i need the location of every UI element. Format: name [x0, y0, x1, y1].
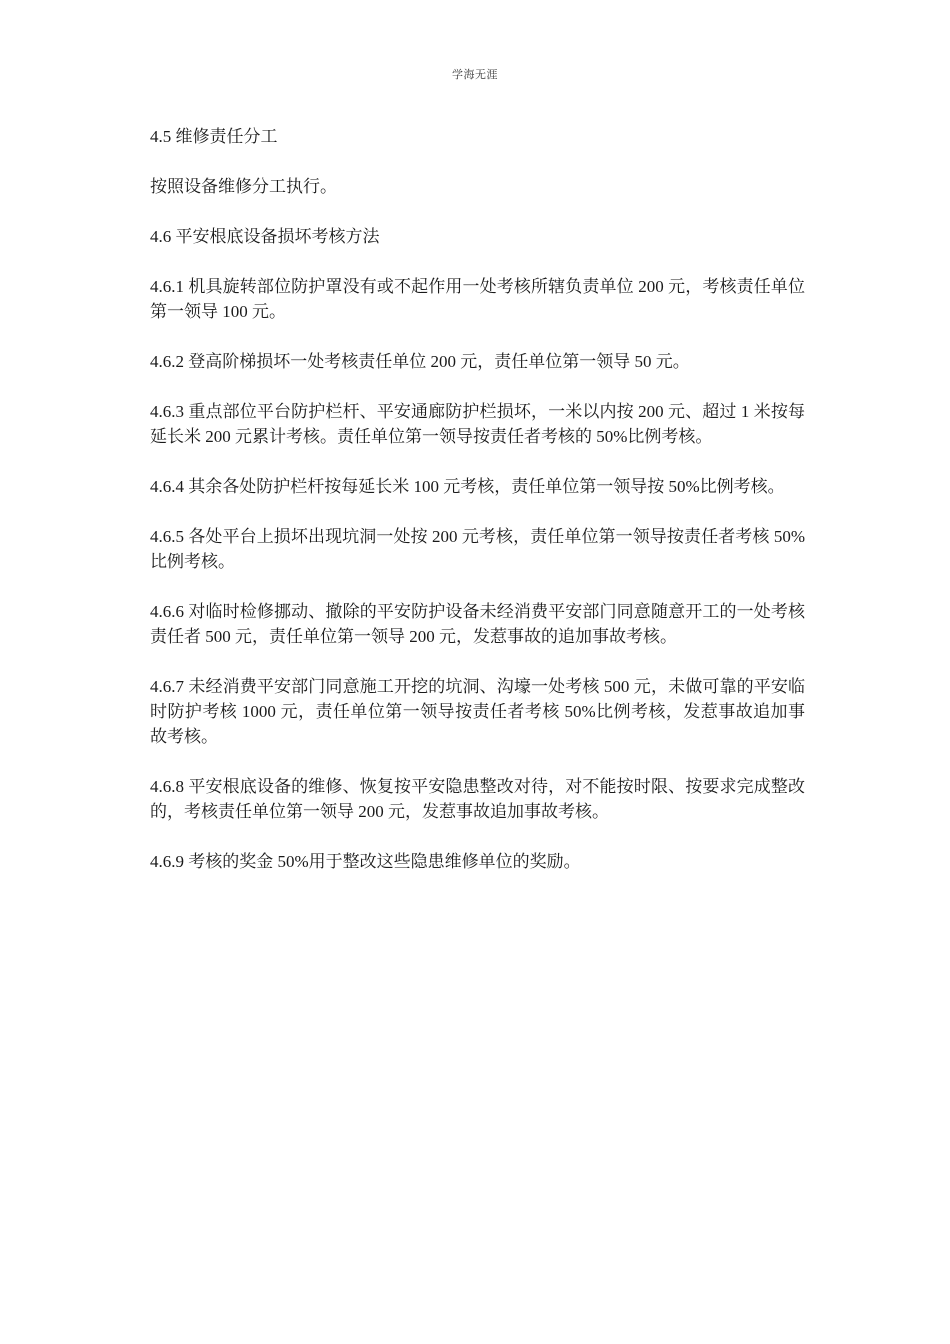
document-body	[150, 124, 805, 899]
paragraph-4-6-2: 4.6.2 登高阶梯损坏一处考核责任单位 200 元，责任单位第一领导 50 元。	[150, 352, 690, 371]
paragraph-4-6-5: 4.6.5 各处平台上损坏出现坑洞一处按 200 元考核，责任单位第一领导按责任者考核 50%比例考核。	[150, 527, 805, 571]
section-heading-4-6: 4.6 平安根底设备损坏考核方法	[150, 227, 380, 246]
paragraph-4-6-1: 4.6.1 机具旋转部位防护罩没有或不起作用一处考核所辖负责单位 200 元，考核责任单位第一领导 100 元。	[150, 277, 805, 321]
section-heading-4-5: 4.5 维修责任分工	[150, 127, 278, 146]
paragraph-4-6-7: 4.6.7 未经消费平安部门同意施工开挖的坑洞、沟壕一处考核 500 元，未做可靠的平安临时防护考核 1000 元，责任单位第一领导按责任者考核 50%比例考核，发惹事故追加事故考核。	[150, 677, 805, 746]
paragraph-4-6-8: 4.6.8 平安根底设备的维修、恢复按平安隐患整改对待，对不能按时限、按要求完成整改的，考核责任单位第一领导 200 元，发惹事故追加事故考核。	[150, 777, 805, 821]
paragraph-4-6-9: 4.6.9 考核的奖金 50%用于整改这些隐患维修单位的奖励。	[150, 852, 581, 871]
paragraph-4-6-4: 4.6.4 其余各处防护栏杆按每延长米 100 元考核，责任单位第一领导按 50%比例考核。	[150, 477, 785, 496]
paragraph-4-5-body: 按照设备维修分工执行。	[150, 177, 337, 196]
paragraph-4-6-3: 4.6.3 重点部位平台防护栏杆、平安通廊防护栏损坏，一米以内按 200 元、超过 1 米按每延长米 200 元累计考核。责任单位第一领导按责任者考核的 50%比例考核。	[150, 402, 805, 446]
paragraph-4-6-6: 4.6.6 对临时检修挪动、撤除的平安防护设备未经消费平安部门同意随意开工的一处考核责任者 500 元，责任单位第一领导 200 元，发惹事故的追加事故考核。	[150, 602, 805, 646]
page-header: 学海无涯	[452, 69, 498, 81]
